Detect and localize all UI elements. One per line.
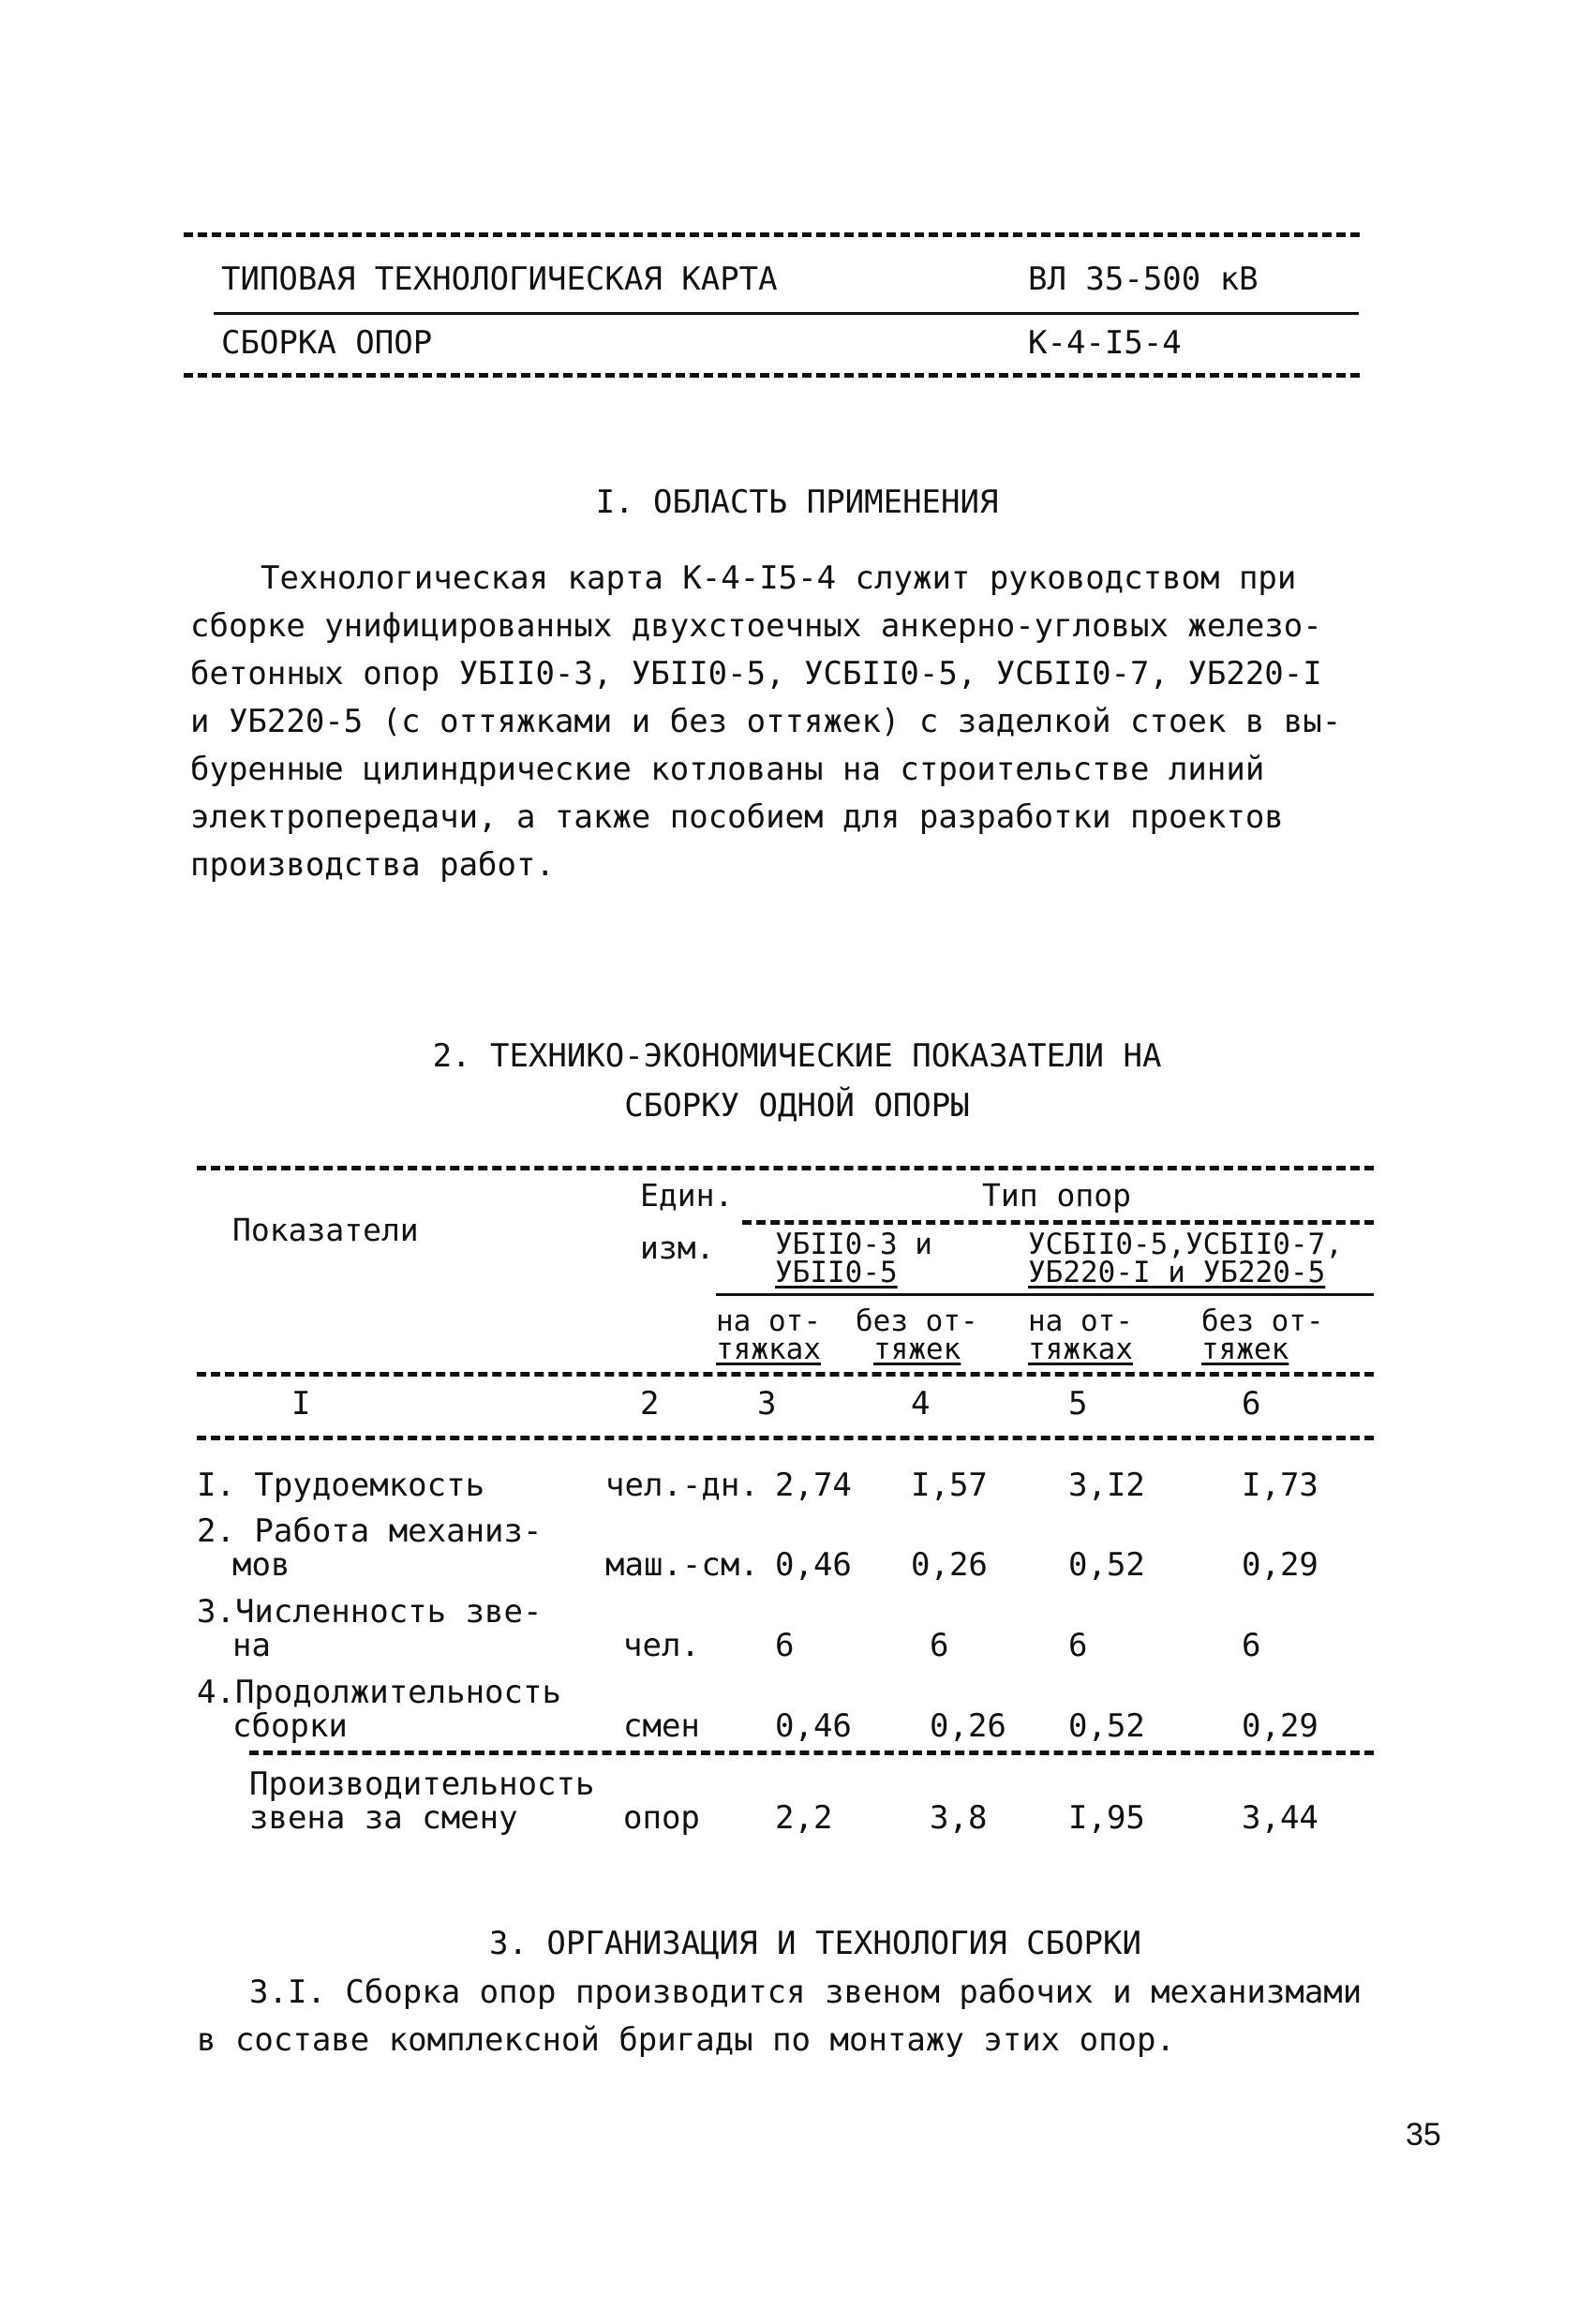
row-value: 6 bbox=[1068, 1627, 1088, 1664]
row-label-cont: на bbox=[232, 1627, 271, 1664]
summary-value: 3,44 bbox=[1242, 1799, 1318, 1837]
row-value: 0,52 bbox=[1068, 1707, 1145, 1745]
type-rule bbox=[742, 1220, 1374, 1225]
summary-unit: опор bbox=[623, 1799, 700, 1837]
row-value: 0,26 bbox=[930, 1707, 1006, 1745]
row-value: 2,74 bbox=[775, 1467, 852, 1504]
col-number: 4 bbox=[911, 1385, 931, 1423]
head-indicators: Показатели bbox=[232, 1212, 419, 1248]
row-value: I,57 bbox=[911, 1467, 988, 1504]
header-top-rule bbox=[184, 232, 1360, 237]
row-unit: смен bbox=[623, 1707, 700, 1745]
section3-title: 3. ОРГАНИЗАЦИЯ И ТЕХНОЛОГИЯ СБОРКИ bbox=[489, 1925, 1141, 1962]
section1-line: производства работ. bbox=[190, 846, 555, 884]
sub-c-line1: на от- bbox=[1028, 1304, 1133, 1338]
row-label: 3.Численность зве- bbox=[197, 1593, 543, 1631]
row-label: 2. Работа механиз- bbox=[197, 1512, 543, 1550]
row-value: 6 bbox=[1242, 1627, 1261, 1664]
col-number: I bbox=[291, 1385, 311, 1423]
row-value: 0,52 bbox=[1068, 1546, 1145, 1584]
sub-d-line1: без от- bbox=[1201, 1304, 1324, 1338]
col-number: 2 bbox=[640, 1385, 660, 1423]
row-unit: чел.-дн. bbox=[605, 1467, 759, 1504]
head-unit-line2: изм. bbox=[640, 1229, 715, 1266]
summary-value: 3,8 bbox=[930, 1799, 988, 1837]
group-rule bbox=[716, 1293, 1374, 1296]
card-code: К-4-I5-4 bbox=[1028, 324, 1182, 362]
section1-line: Технологическая карта К-4-I5-4 служит руководством при bbox=[261, 559, 1297, 597]
col-number: 5 bbox=[1068, 1385, 1088, 1423]
sub-a-line2: тяжках bbox=[716, 1333, 821, 1366]
col-number: 6 bbox=[1242, 1385, 1261, 1423]
row-value: I,73 bbox=[1242, 1467, 1318, 1504]
section1-paragraph bbox=[190, 555, 1371, 889]
row-unit: маш.-см. bbox=[605, 1546, 759, 1584]
summary-label-cont: звена за смену bbox=[249, 1799, 518, 1837]
group2-line1: УСБII0-5,УСБII0-7, bbox=[1028, 1228, 1343, 1261]
table-top-rule bbox=[197, 1166, 1374, 1170]
col-number: 3 bbox=[757, 1385, 777, 1423]
section1-line: буренные цилиндрические котлованы на строительстве линий bbox=[190, 751, 1265, 788]
row-label-cont: мов bbox=[232, 1546, 290, 1584]
sub-c-line2: тяжках bbox=[1028, 1333, 1133, 1366]
row-value: 3,I2 bbox=[1068, 1467, 1145, 1504]
summary-label: Производительность bbox=[249, 1765, 595, 1803]
row-value: 6 bbox=[775, 1627, 795, 1664]
row-unit: чел. bbox=[623, 1627, 700, 1664]
summary-value: I,95 bbox=[1068, 1799, 1145, 1837]
section1-line: и УБ220-5 (с оттяжками и без оттяжек) с заделкой стоек в вы- bbox=[190, 703, 1342, 740]
row-label: 4.Продолжительность bbox=[197, 1674, 561, 1711]
summary-value: 2,2 bbox=[775, 1799, 833, 1837]
section1-title: I. ОБЛАСТЬ ПРИМЕНЕНИЯ bbox=[595, 484, 999, 521]
group1-line2: УБII0-5 bbox=[775, 1256, 898, 1289]
header-bottom-rule bbox=[184, 373, 1360, 378]
row-value: 0,26 bbox=[911, 1546, 988, 1584]
section3-line2: в составе комплексной бригады по монтажу этих опор. bbox=[197, 2021, 1175, 2059]
section1-line: бетонных опор УБII0-3, УБII0-5, УСБII0-5, УСБII0-7, УБ220-I bbox=[190, 655, 1322, 693]
doc-type-title: ТИПОВАЯ ТЕХНОЛОГИЧЕСКАЯ КАРТА bbox=[221, 261, 778, 298]
row-value: 6 bbox=[930, 1627, 949, 1664]
row-label-cont: сборки bbox=[232, 1707, 348, 1745]
numbers-rule bbox=[197, 1436, 1374, 1440]
section2-title-line2: СБОРКУ ОДНОЙ ОПОРЫ bbox=[624, 1087, 970, 1125]
row-value: 0,29 bbox=[1242, 1707, 1318, 1745]
group2-line2: УБ220-I и УБ220-5 bbox=[1028, 1256, 1326, 1289]
section1-line: электропередачи, а также пособием для разработки проектов bbox=[190, 798, 1284, 836]
section1-line: сборке унифицированных двухстоечных анкерно-угловых железо- bbox=[190, 607, 1322, 645]
row-value: 0,29 bbox=[1242, 1546, 1318, 1584]
section3-line1: 3.I. Сборка опор производится звеном рабочих и механизмами bbox=[249, 1974, 1363, 2011]
row-value: 0,46 bbox=[775, 1546, 852, 1584]
voltage-class: ВЛ 35-500 кВ bbox=[1028, 261, 1259, 298]
row-label: I. Трудоемкость bbox=[197, 1467, 485, 1504]
head-type: Тип опор bbox=[982, 1177, 1131, 1214]
head-bottom-rule bbox=[197, 1372, 1374, 1377]
section2-title-line1: 2. ТЕХНИКО-ЭКОНОМИЧЕСКИЕ ПОКАЗАТЕЛИ НА bbox=[432, 1037, 1162, 1075]
summary-rule bbox=[249, 1750, 1374, 1755]
sub-a-line1: на от- bbox=[716, 1304, 821, 1338]
sub-b-line2: тяжек bbox=[873, 1333, 961, 1366]
group1-line1: УБII0-3 и bbox=[775, 1228, 932, 1261]
page-number: 35 bbox=[1406, 2117, 1441, 2153]
sub-b-line1: без от- bbox=[856, 1304, 978, 1338]
row-value: 0,46 bbox=[775, 1707, 852, 1745]
head-unit-line1: Един. bbox=[640, 1177, 734, 1214]
header-middle-rule bbox=[214, 312, 1359, 315]
doc-subject: СБОРКА ОПОР bbox=[221, 324, 433, 362]
sub-d-line2: тяжек bbox=[1201, 1333, 1289, 1366]
